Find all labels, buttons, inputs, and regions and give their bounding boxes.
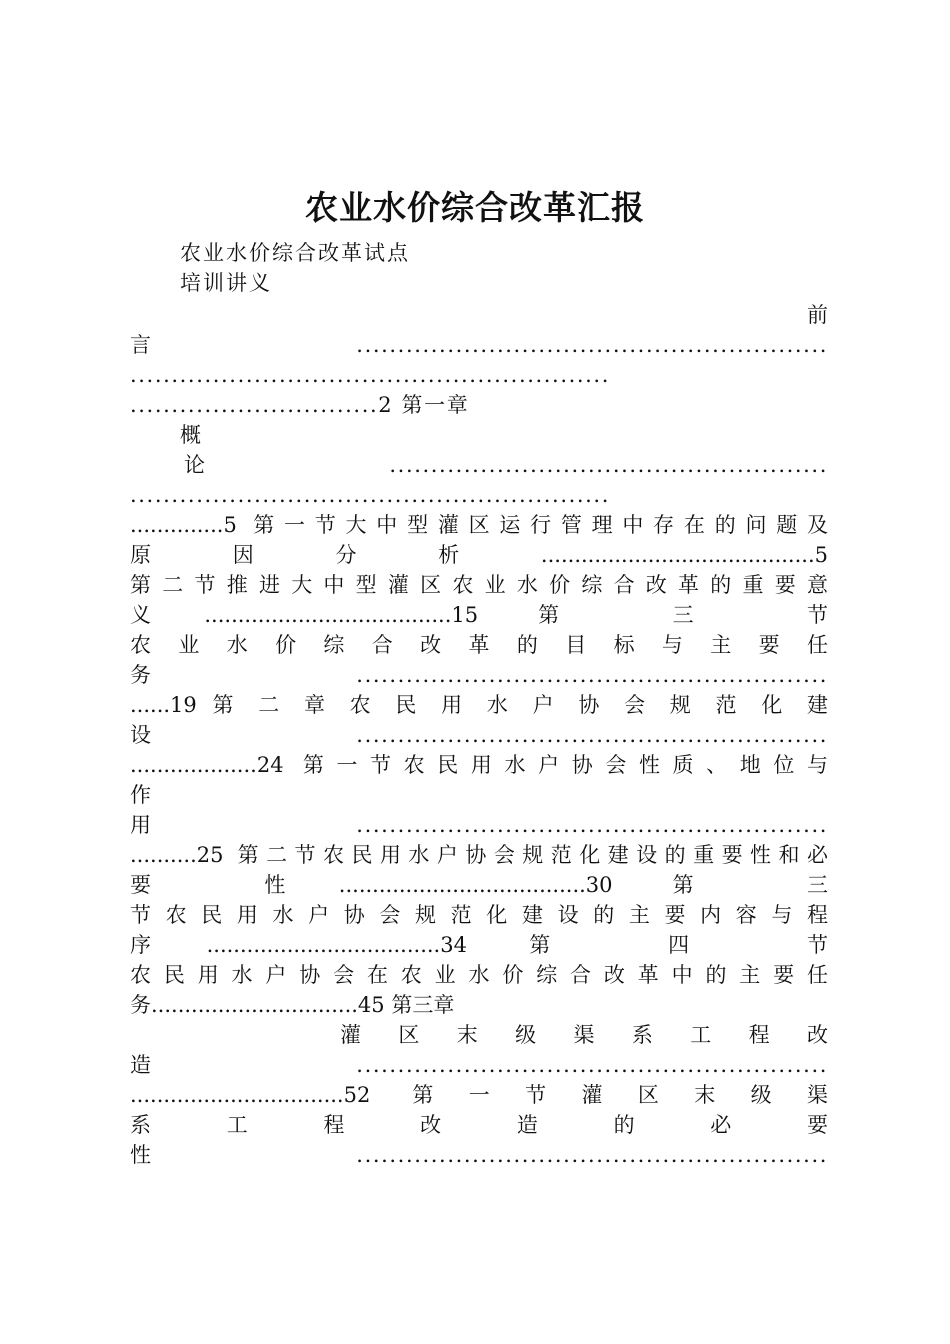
subtitle-line-1: 农业水价综合改革试点 xyxy=(180,241,410,265)
toc-line: 序...................................34 第 四 节 xyxy=(130,933,828,957)
toc-line: ................................52 第一节灌区末级渠 xyxy=(130,1083,828,1107)
toc-line: 务...............................45 第三章 xyxy=(130,993,455,1017)
toc-line: 设......................................................... xyxy=(130,723,828,747)
toc-line: 概 xyxy=(180,423,201,447)
toc-line: ...................24 第一节农民用水户协会性质、地位与 xyxy=(130,753,828,777)
toc-line: 务......................................................... xyxy=(130,663,828,687)
toc-line: 义.....................................15 第 三 节 xyxy=(130,603,828,627)
toc-line: ..............................2 第一章 xyxy=(130,393,470,417)
toc-line: 节 农 民 用 水 户 协 会 规 范 化 建 设 的 主 要 内 容 与 程 xyxy=(130,903,828,927)
toc-line: 作 xyxy=(130,783,151,807)
toc-line: .......................................................... xyxy=(130,363,610,387)
toc-line: 农 业 水 价 综 合 改 革 的 目 标 与 主 要 任 xyxy=(130,633,828,657)
subtitle-line-2: 培训讲义 xyxy=(180,271,272,295)
table-of-contents xyxy=(130,300,828,1170)
toc-line: 第 二 节 推 进 大 中 型 灌 区 农 业 水 价 综 合 改 革 的 重 要 意 xyxy=(130,573,828,597)
toc-line: ......19 第 二 章 农 民 用 水 户 协 会 规 范 化 建 xyxy=(130,693,828,717)
toc-line: ..........25 第二节农民用水户协会规范化建设的重要性和必 xyxy=(130,843,828,867)
toc-line: 言......................................................... xyxy=(130,333,828,357)
toc-line: .......................................................... xyxy=(130,483,610,507)
toc-line: 论..................................................... xyxy=(184,453,828,477)
toc-line: 灌 区 末 级 渠 系 工 程 改 xyxy=(340,1023,828,1047)
document-title: 农业水价综合改革汇报 xyxy=(305,188,645,227)
toc-line: 系 工 程 改 造 的 必 要 xyxy=(130,1113,828,1137)
toc-line: 用......................................................... xyxy=(130,813,828,837)
toc-line: 性......................................................... xyxy=(130,1143,828,1167)
toc-line: 要 性.....................................30 第 三 xyxy=(130,873,828,897)
toc-line: 农 民 用 水 户 协 会 在 农 业 水 价 综 合 改 革 中 的 主 要 任 xyxy=(130,963,828,987)
toc-line: ..............5 第一节大中型灌区运行管理中存在的问题及 xyxy=(130,513,828,537)
toc-line: 造......................................................... xyxy=(130,1053,828,1077)
toc-line: 前 xyxy=(807,303,828,327)
toc-line: 原因分析.........................................5 xyxy=(130,543,828,567)
